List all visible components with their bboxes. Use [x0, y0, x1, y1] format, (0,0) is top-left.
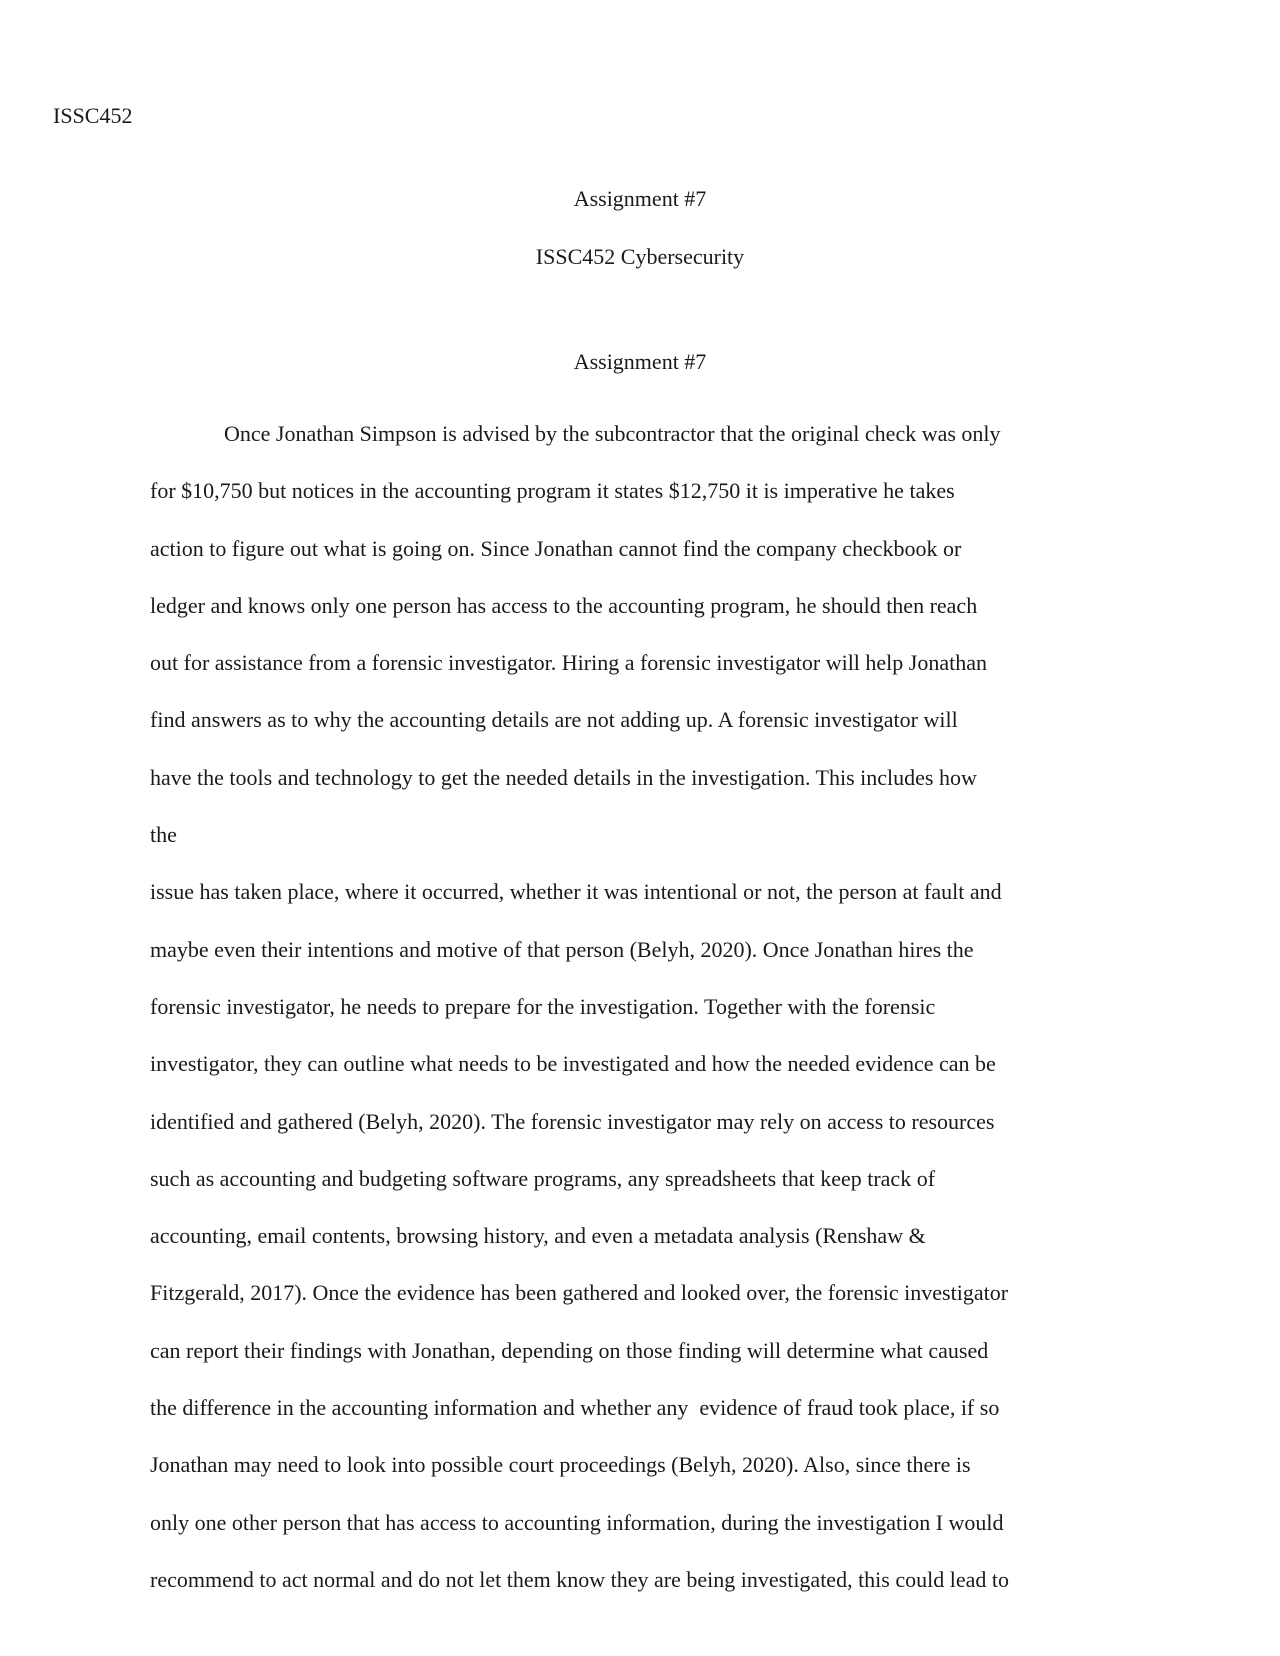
- body-line: can report their findings with Jonathan, depending on those finding will determine what caused: [150, 1337, 989, 1363]
- body-line: only one other person that has access to accounting information, during the investigation I would: [150, 1509, 1004, 1535]
- document-title: Assignment #7: [573, 186, 707, 211]
- body-line: recommend to act normal and do not let them know they are being investigated, this could lead to: [150, 1566, 1009, 1592]
- body-line: such as accounting and budgeting software programs, any spreadsheets that keep track of: [150, 1165, 936, 1191]
- course-name: ISSC452 Cybersecurity: [535, 244, 745, 269]
- body-line: Fitzgerald, 2017). Once the evidence has been gathered and looked over, the forensic investigator: [150, 1280, 1009, 1306]
- section-heading: Assignment #7: [573, 349, 707, 374]
- running-head: ISSC452: [53, 103, 133, 128]
- body-line: issue has taken place, where it occurred, whether it was intentional or not, the person at fault and: [150, 879, 1002, 905]
- body-text: [150, 405, 1150, 1608]
- body-line: out for assistance from a forensic investigator. Hiring a forensic investigator will help Jonathan: [150, 650, 987, 676]
- body-line: action to figure out what is going on. Since Jonathan cannot find the company checkbook or: [150, 535, 962, 561]
- body-line: have the tools and technology to get the needed details in the investigation. This includes how: [150, 764, 977, 790]
- body-line: accounting, email contents, browsing history, and even a metadata analysis (Renshaw &: [150, 1223, 926, 1249]
- body-line: Once Jonathan Simpson is advised by the subcontractor that the original check was only: [224, 421, 1001, 446]
- body-line: Jonathan may need to look into possible court proceedings (Belyh, 2020). Also, since there is: [150, 1452, 971, 1478]
- body-line: maybe even their intentions and motive of that person (Belyh, 2020). Once Jonathan hires the: [150, 936, 974, 962]
- body-line: investigator, they can outline what needs to be investigated and how the needed evidence can be: [150, 1051, 996, 1077]
- body-line: for $10,750 but notices in the accounting program it states $12,750 it is imperative he takes: [150, 478, 955, 504]
- body-line: find answers as to why the accounting details are not adding up. A forensic investigator will: [150, 707, 958, 733]
- body-line: the: [150, 822, 177, 848]
- body-line: identified and gathered (Belyh, 2020). The forensic investigator may rely on access to resources: [150, 1108, 995, 1134]
- body-line: forensic investigator, he needs to prepare for the investigation. Together with the forensic: [150, 993, 936, 1019]
- body-line: ledger and knows only one person has access to the accounting program, he should then reach: [150, 592, 978, 618]
- body-line: the difference in the accounting information and whether any evidence of fraud took place, if so: [150, 1395, 1000, 1421]
